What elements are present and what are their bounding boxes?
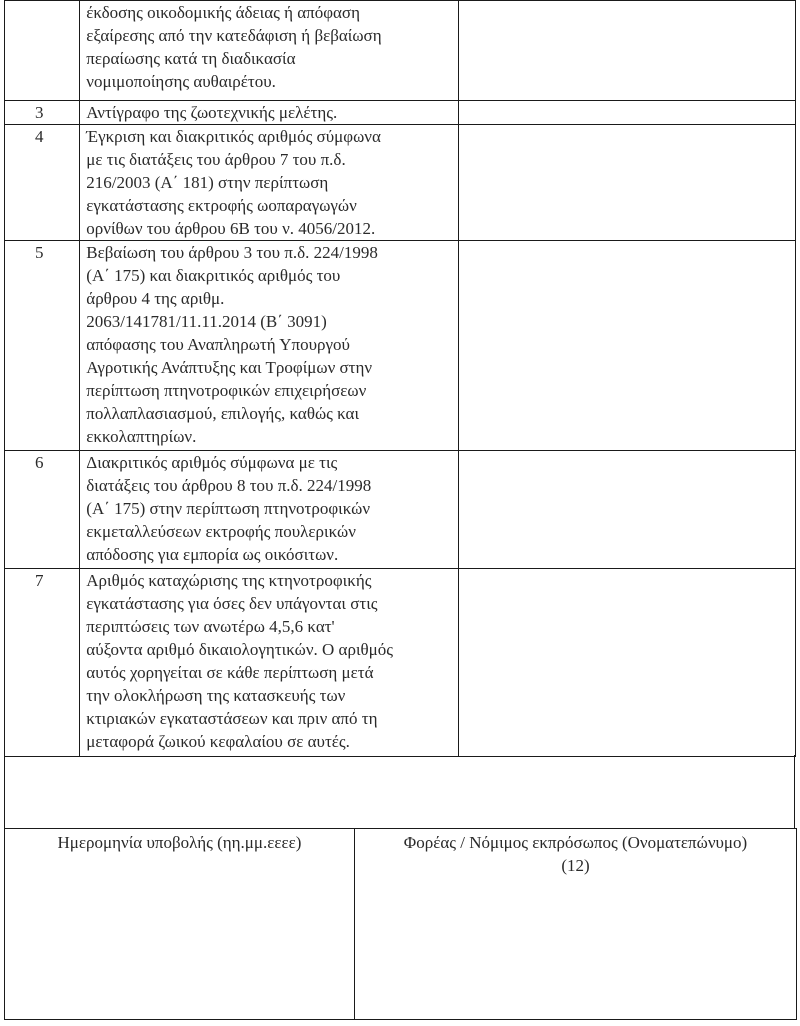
- description-line: (Α΄ 175) στην περίπτωση πτηνοτροφικών: [86, 499, 371, 518]
- table-row: [5, 125, 796, 241]
- row-number: 4: [5, 125, 80, 241]
- row-check-cell: [458, 241, 795, 451]
- description-line: Αγροτικής Ανάπτυξης και Τροφίμων στην: [86, 358, 373, 377]
- description-line: Διακριτικός αριθμός σύμφωνα με τις: [86, 453, 338, 472]
- row-number: 5: [5, 241, 80, 451]
- representative-cell[interactable]: [355, 829, 797, 1020]
- row-description: [80, 569, 458, 757]
- row-description: [80, 451, 458, 569]
- description-line: εξαίρεσης από την κατεδάφιση ή βεβαίωση: [86, 26, 382, 45]
- description-line: πολλαπλασιασμού, επιλογής, καθώς και: [86, 404, 360, 423]
- submission-date-label: Ημερομηνία υποβολής (ηη.μμ.εεεε): [57, 833, 302, 852]
- submission-date-cell[interactable]: [5, 829, 355, 1020]
- row-description: [80, 1, 458, 101]
- representative-note: (12): [561, 856, 590, 875]
- row-check-cell: [458, 451, 795, 569]
- row-number: [5, 1, 80, 101]
- row-check-cell: [458, 101, 795, 125]
- row-description: [80, 241, 458, 451]
- description-line: Έγκριση και διακριτικός αριθμός σύμφωνα: [86, 127, 381, 146]
- description-line: έκδοσης οικοδομικής άδειας ή απόφαση: [86, 3, 360, 22]
- row-number: 6: [5, 451, 80, 569]
- signature-table: [4, 828, 797, 1020]
- description-line: ορνίθων του άρθρου 6Β του ν. 4056/2012.: [86, 219, 376, 238]
- row-check-cell: [458, 1, 795, 101]
- description-line: περαίωσης κατά τη διαδικασία: [86, 49, 296, 68]
- representative-label: Φορέας / Νόμιμος εκπρόσωπος (Ονοματεπώνυμο): [403, 833, 748, 852]
- description-line: με τις διατάξεις του άρθρου 7 του π.δ.: [86, 150, 346, 169]
- description-line: απόδοσης για εμπορία ως οικόσιτων.: [86, 545, 339, 564]
- description-line: εγκατάστασης εκτροφής ωοπαραγωγών: [86, 196, 357, 215]
- row-check-cell: [458, 125, 795, 241]
- description-line: Βεβαίωση του άρθρου 3 του π.δ. 224/1998: [86, 243, 378, 262]
- description-line: άρθρου 4 της αριθμ.: [86, 289, 225, 308]
- description-line: μεταφορά ζωικού κεφαλαίου σε αυτές.: [86, 732, 350, 751]
- description-line: εκμεταλλεύσεων εκτροφής πουλερικών: [86, 522, 356, 541]
- row-number: 7: [5, 569, 80, 757]
- row-description: [80, 125, 458, 241]
- description-line: απόφασης του Αναπληρωτή Υπουργού: [86, 335, 350, 354]
- table-row: [5, 241, 796, 451]
- description-line: αυτός χορηγείται σε κάθε περίπτωση μετά: [86, 663, 374, 682]
- description-line: Αντίγραφο της ζωοτεχνικής μελέτης.: [86, 103, 338, 122]
- table-row: [5, 1, 796, 101]
- description-line: (Α΄ 175) και διακριτικός αριθμός του: [86, 266, 341, 285]
- description-line: διατάξεις του άρθρου 8 του π.δ. 224/1998: [86, 476, 372, 495]
- table-row: [5, 569, 796, 757]
- description-line: εγκατάστασης για όσες δεν υπάγονται στις: [86, 594, 378, 613]
- description-line: Αριθμός καταχώρισης της κτηνοτροφικής: [86, 571, 372, 590]
- description-line: την ολοκλήρωση της κατασκευής των: [86, 686, 346, 705]
- description-line: κτιριακών εγκαταστάσεων και πριν από τη: [86, 709, 378, 728]
- description-line: 2063/141781/11.11.2014 (Β΄ 3091): [86, 312, 327, 331]
- blank-section: [4, 755, 795, 828]
- table-row: [5, 101, 796, 125]
- description-line: 216/2003 (Α΄ 181) στην περίπτωση: [86, 173, 329, 192]
- description-line: αύξοντα αριθμό δικαιολογητικών. Ο αριθμός: [86, 640, 394, 659]
- row-description: [80, 101, 458, 125]
- table-row: [5, 451, 796, 569]
- documents-table: [4, 0, 796, 757]
- row-check-cell: [458, 569, 795, 757]
- description-line: εκκολαπτηρίων.: [86, 427, 197, 446]
- description-line: περιπτώσεις των ανωτέρω 4,5,6 κατ': [86, 617, 335, 636]
- description-line: περίπτωση πτηνοτροφικών επιχειρήσεων: [86, 381, 367, 400]
- description-line: νομιμοποίησης αυθαιρέτου.: [86, 72, 276, 91]
- row-number: 3: [5, 101, 80, 125]
